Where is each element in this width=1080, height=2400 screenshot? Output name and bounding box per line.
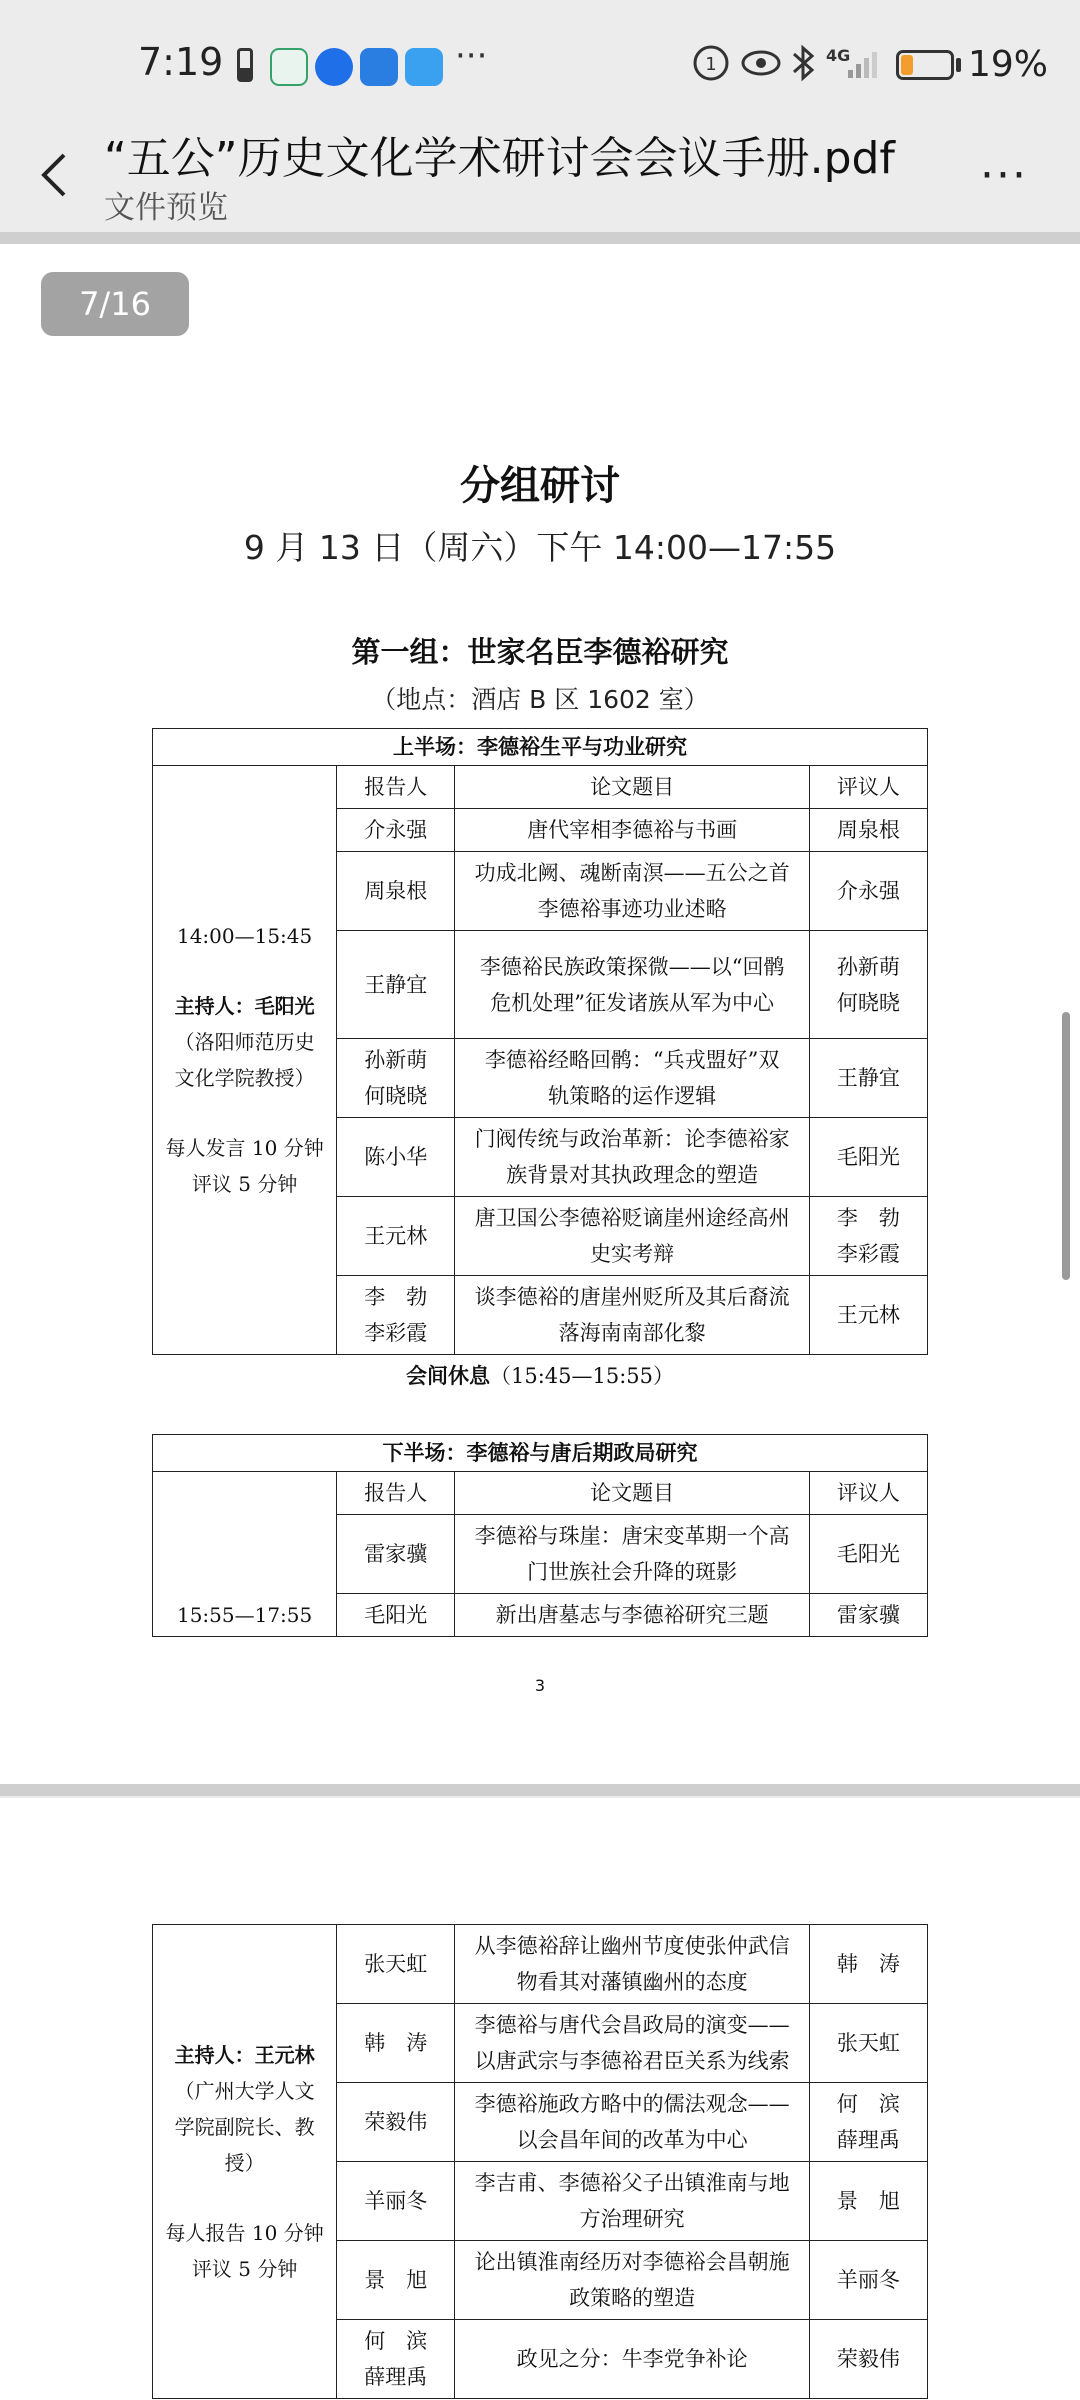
reviewer-name: 周泉根 <box>836 818 900 842</box>
reviewer-name: 景 旭 <box>836 2189 900 2213</box>
reporter-name: 薛理禹 <box>364 2365 428 2389</box>
reporter-name: 羊丽冬 <box>364 2189 428 2213</box>
page2-info-cell <box>153 1925 337 2399</box>
status-time: 7:19 <box>138 40 224 84</box>
reviewer-cell <box>809 2241 927 2320</box>
reviewer-cell <box>809 2083 927 2162</box>
reporter-cell <box>337 2083 455 2162</box>
topic-line: 李德裕施政方略中的儒法观念—— <box>474 2092 790 2116</box>
topic-cell <box>455 2241 809 2320</box>
reviewer-name: 何晓晓 <box>836 990 900 1015</box>
topic-line: 李德裕民族政策探微——以“回鹘 <box>479 954 785 979</box>
app-header <box>0 120 1080 230</box>
page-number: 3 <box>534 1676 546 1695</box>
more-options-icon[interactable]: ··· <box>980 150 1028 201</box>
col-header-reviewer: 评议人 <box>809 766 927 809</box>
home-app-icon <box>270 48 308 86</box>
battery-tip <box>956 58 961 72</box>
second-half-info-cell <box>153 1472 337 1637</box>
reviewer-cell <box>809 1594 927 1637</box>
scrollbar-thumb[interactable] <box>1062 1012 1070 1280</box>
topic-cell <box>455 2320 809 2399</box>
session-host: 主持人：毛阳光 <box>174 994 315 1018</box>
host-affiliation-line: 学院副院长、教 <box>174 2114 315 2139</box>
reviewer-name: 介永强 <box>836 879 900 903</box>
reporter-name: 景 旭 <box>364 2268 428 2292</box>
more-notifications-icon: ··· <box>455 36 488 76</box>
first-half-table <box>152 728 928 1355</box>
topic-line: 论出镇淮南经历对李德裕会昌朝施 <box>474 2250 790 2274</box>
topic-line: 危机处理”征发诸族从军为中心 <box>490 990 774 1015</box>
pdf-page[interactable] <box>0 244 1080 1784</box>
topic-cell <box>455 852 809 931</box>
pdf-page[interactable] <box>0 1798 1080 2400</box>
reporter-cell <box>337 1197 455 1276</box>
topic-cell <box>455 1925 809 2004</box>
col-header-topic: 论文题目 <box>455 1472 809 1515</box>
reporter-name: 介永强 <box>364 818 428 842</box>
reviewer-name: 李彩霞 <box>836 1242 900 1266</box>
topic-cell <box>455 1039 809 1118</box>
session-time: 14:00—15:45 <box>176 924 313 948</box>
reviewer-name: 荣毅伟 <box>836 2347 900 2371</box>
topic-line: 史实考辩 <box>590 1242 675 1266</box>
group-location: （地点：酒店 B 区 1602 室） <box>371 685 709 714</box>
second-half-heading: 下半场：李德裕与唐后期政局研究 <box>153 1435 928 1472</box>
topic-line: 唐代宰相李德裕与书画 <box>527 818 738 842</box>
col-header-reviewer: 评议人 <box>809 1472 927 1515</box>
topic-line: 唐卫国公李德裕贬谪崖州途经高州 <box>474 1206 790 1230</box>
session-rule: 每人报告 10 分钟 <box>165 2220 324 2245</box>
topic-line: 功成北阙、魂断南溟——五公之首 <box>474 861 790 885</box>
battery-saver-icon <box>237 48 253 82</box>
session-rule: 评议 5 分钟 <box>191 2256 298 2281</box>
eye-icon <box>740 44 782 90</box>
topic-cell <box>455 931 809 1039</box>
reviewer-name: 韩 涛 <box>836 1952 900 1976</box>
break-label: 会间休息 <box>405 1364 490 1388</box>
topic-line: 李德裕与珠崖：唐宋变革期一个高 <box>474 1524 790 1548</box>
reviewer-cell <box>809 1925 927 2004</box>
reviewer-cell <box>809 1039 927 1118</box>
reviewer-name: 李 勃 <box>836 1206 900 1230</box>
col-header-topic: 论文题目 <box>455 766 809 809</box>
reporter-cell <box>337 1594 455 1637</box>
reviewer-cell <box>809 809 927 852</box>
reviewer-cell <box>809 1276 927 1355</box>
battery-percent: 19% <box>968 44 1049 85</box>
reviewer-cell <box>809 1197 927 1276</box>
battery-icon <box>896 50 954 80</box>
reporter-cell <box>337 1276 455 1355</box>
reviewer-name: 薛理禹 <box>836 2128 900 2152</box>
section-date: 9 月 13 日（周六）下午 14:00—17:55 <box>243 528 837 567</box>
reporter-name: 雷家骥 <box>364 1542 428 1566</box>
reporter-cell <box>337 2162 455 2241</box>
reviewer-name: 毛阳光 <box>836 1145 900 1169</box>
topic-line: 物看其对藩镇幽州的态度 <box>516 1970 748 1994</box>
reporter-cell <box>337 1925 455 2004</box>
reporter-name: 李 勃 <box>364 1285 428 1309</box>
reporter-name: 韩 涛 <box>364 2031 428 2055</box>
reviewer-name: 何 滨 <box>836 2092 900 2116</box>
second-half-table <box>152 1434 928 1637</box>
topic-line: 族背景对其执政理念的塑造 <box>506 1163 759 1187</box>
reporter-cell <box>337 1118 455 1197</box>
reporter-cell <box>337 1039 455 1118</box>
first-half-info-cell <box>153 766 337 1355</box>
topic-line: 以会昌年间的改革为中心 <box>516 2128 748 2152</box>
reviewer-name: 羊丽冬 <box>836 2268 900 2292</box>
reporter-cell <box>337 809 455 852</box>
topic-line: 政见之分：牛李党争补论 <box>516 2347 748 2371</box>
topic-line: 轨策略的运作逻辑 <box>548 1084 717 1108</box>
topic-line: 门世族社会升降的斑影 <box>527 1560 738 1584</box>
weather-app-icon <box>405 48 443 86</box>
profile-app-icon <box>360 48 398 86</box>
reviewer-name: 毛阳光 <box>836 1542 900 1566</box>
reporter-cell <box>337 1515 455 1594</box>
col-header-reporter: 报告人 <box>337 1472 455 1515</box>
host-affiliation-line: 文化学院教授） <box>174 1066 315 1090</box>
table-row <box>153 1925 928 2004</box>
topic-line: 新出唐墓志与李德裕研究三题 <box>495 1603 769 1627</box>
topic-line: 李德裕与唐代会昌政局的演变—— <box>474 2013 790 2037</box>
back-arrow-icon[interactable] <box>36 150 76 200</box>
page-divider <box>0 1784 1080 1796</box>
col-header-reporter: 报告人 <box>337 766 455 809</box>
host-affiliation-line: （洛阳师范历史 <box>174 1030 315 1054</box>
topic-cell <box>455 809 809 852</box>
reviewer-cell <box>809 2162 927 2241</box>
reporter-name: 张天虹 <box>364 1952 428 1976</box>
reporter-name: 王静宜 <box>364 972 428 997</box>
notification-badge-icon <box>692 44 730 90</box>
header-divider <box>0 232 1080 244</box>
reporter-name: 王元林 <box>364 1224 428 1248</box>
topic-line: 政策略的塑造 <box>569 2286 696 2310</box>
topic-cell <box>455 2083 809 2162</box>
reporter-name: 毛阳光 <box>364 1603 428 1627</box>
session-rule: 每人发言 10 分钟 <box>165 1136 324 1160</box>
reviewer-name: 雷家骥 <box>836 1603 900 1627</box>
topic-line: 谈李德裕的唐崖州贬所及其后裔流 <box>474 1285 790 1309</box>
network-type-label: 4G <box>826 46 851 65</box>
topic-line: 落海南南部化黎 <box>558 1321 706 1345</box>
page2-table <box>152 1924 928 2399</box>
document-subtitle: 文件预览 <box>104 190 228 226</box>
topic-cell <box>455 2004 809 2083</box>
host-affiliation-line: （广州大学人文 <box>174 2078 315 2103</box>
reporter-name: 荣毅伟 <box>364 2110 428 2134</box>
topic-line: 李吉甫、李德裕父子出镇淮南与地 <box>474 2171 790 2195</box>
reporter-name: 李彩霞 <box>364 1321 428 1345</box>
section-title: 分组研讨 <box>460 463 620 509</box>
topic-cell <box>455 1594 809 1637</box>
document-title: “五公”历史文化学术研讨会会议手册.pdf <box>104 133 895 184</box>
topic-cell <box>455 1515 809 1594</box>
signal-icon <box>846 44 884 90</box>
break-time: （15:45—15:55） <box>489 1364 675 1388</box>
status-bar <box>0 0 1080 130</box>
session-time: 15:55—17:55 <box>176 1603 313 1627</box>
reporter-cell <box>337 852 455 931</box>
session-host: 主持人：王元林 <box>174 2042 315 2067</box>
host-affiliation-line: 授） <box>224 2150 265 2175</box>
topic-line: 门阀传统与政治革新：论李德裕家 <box>474 1127 790 1151</box>
reporter-cell <box>337 2320 455 2399</box>
reporter-name: 何晓晓 <box>364 1084 428 1108</box>
reporter-cell <box>337 2241 455 2320</box>
svg-text:1: 1 <box>705 54 717 75</box>
topic-line: 李德裕事迹功业述略 <box>537 897 727 921</box>
reporter-cell <box>337 931 455 1039</box>
reviewer-cell <box>809 1118 927 1197</box>
session-rule: 评议 5 分钟 <box>191 1172 298 1196</box>
topic-line: 以唐武宗与李德裕君臣关系为线索 <box>474 2049 790 2073</box>
reviewer-cell <box>809 852 927 931</box>
reviewer-cell <box>809 2320 927 2399</box>
reviewer-name: 张天虹 <box>836 2031 900 2055</box>
reviewer-cell <box>809 2004 927 2083</box>
page-indicator-badge: 7/16 <box>41 272 189 336</box>
topic-cell <box>455 1276 809 1355</box>
bluetooth-icon <box>790 44 816 90</box>
reporter-name: 何 滨 <box>364 2329 428 2353</box>
reviewer-name: 王静宜 <box>836 1066 900 1090</box>
reviewer-cell <box>809 1515 927 1594</box>
topic-line: 从李德裕辞让幽州节度使张仲武信 <box>474 1934 790 1958</box>
reporter-name: 陈小华 <box>364 1145 428 1169</box>
reporter-cell <box>337 2004 455 2083</box>
reviewer-name: 王元林 <box>836 1303 900 1327</box>
session-break <box>0 1360 1080 1390</box>
reporter-name: 孙新萌 <box>364 1048 428 1072</box>
lightbulb-app-icon <box>315 48 353 86</box>
topic-line: 李德裕经略回鹘：“兵戎盟好”双 <box>484 1048 780 1072</box>
group-title: 第一组：世家名臣李德裕研究 <box>351 635 729 669</box>
topic-line: 方治理研究 <box>579 2207 685 2231</box>
reviewer-cell <box>809 931 927 1039</box>
first-half-heading: 上半场：李德裕生平与功业研究 <box>153 729 928 766</box>
reviewer-name: 孙新萌 <box>836 954 900 979</box>
topic-cell <box>455 1197 809 1276</box>
topic-cell <box>455 2162 809 2241</box>
topic-cell <box>455 1118 809 1197</box>
reporter-name: 周泉根 <box>364 879 428 903</box>
